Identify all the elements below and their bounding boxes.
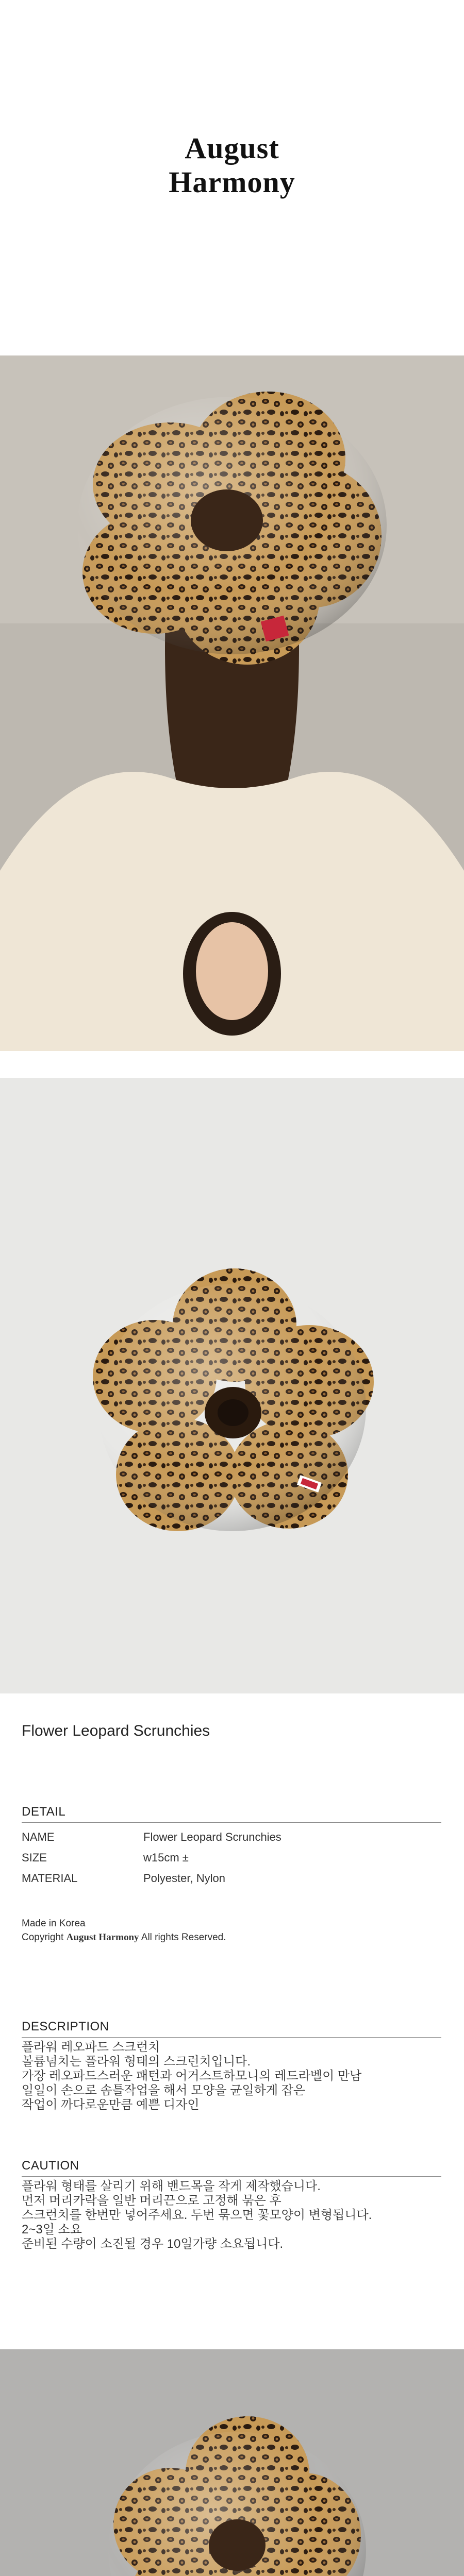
- description-line: 가장 레오파드스러운 패턴과 어거스트하모니의 레드라벨이 만남: [22, 2069, 362, 2083]
- caution-text: [22, 2179, 444, 2251]
- caution-heading: CAUTION: [22, 2159, 79, 2173]
- made-in: Made in Korea: [22, 1918, 86, 1929]
- detail-row-name: [22, 1831, 281, 1844]
- photo-product-flat: [0, 1078, 464, 1693]
- detail-row-material: [22, 1872, 225, 1885]
- copyright-prefix: Copyright: [22, 1932, 64, 1943]
- brand-logo-line1: August: [185, 131, 279, 165]
- detail-row-size: [22, 1851, 189, 1865]
- caution-line: 플라워 형태를 살리기 위해 밴드목을 작게 제작했습니다.: [22, 2179, 321, 2193]
- photo-model-cutout-back: [0, 2349, 464, 2576]
- detail-key: SIZE: [22, 1851, 47, 1864]
- description-heading: DESCRIPTION: [22, 2020, 109, 2033]
- detail-divider: [22, 1822, 441, 1823]
- copyright-brand: August Harmony: [66, 1932, 139, 1943]
- caution-line: 먼저 머리카락을 일반 머리끈으로 고정해 묶은 후: [22, 2194, 281, 2208]
- detail-key: NAME: [22, 1831, 55, 1843]
- detail-key: MATERIAL: [22, 1872, 78, 1885]
- description-line: 볼륨넘치는 플라워 형태의 스크런치입니다.: [22, 2055, 251, 2069]
- description-line: 플라워 레오파드 스크런치: [22, 2040, 160, 2054]
- brand-logo: [0, 131, 464, 199]
- caution-line: 스크런치를 한번만 넣어주세요. 두번 묶으면 꽃모양이 변형됩니다.: [22, 2208, 372, 2222]
- copyright: [22, 1930, 226, 1944]
- caution-line: 준비된 수량이 소진될 경우 10일가량 소요됩니다.: [22, 2237, 284, 2251]
- description-line: 일일이 손으로 솜틀작업을 해서 모양을 균일하게 잡은: [22, 2083, 306, 2097]
- description-line: 작업이 까다로운만큼 예쁜 디자인: [22, 2098, 200, 2112]
- detail-value: Flower Leopard Scrunchies: [143, 1831, 281, 1843]
- brand-logo-line2: Harmony: [169, 165, 295, 199]
- detail-value: w15cm ±: [143, 1851, 189, 1864]
- caution-line: 2~3일 소요: [22, 2223, 82, 2236]
- photo-model-back-cream-sweater: [0, 355, 464, 1051]
- description-divider: [22, 2037, 441, 2038]
- detail-value: Polyester, Nylon: [143, 1872, 225, 1885]
- caution-divider: [22, 2176, 441, 2177]
- product-title: Flower Leopard Scrunchies: [22, 1722, 210, 1739]
- description-text: [22, 2040, 444, 2112]
- detail-heading: DETAIL: [22, 1805, 66, 1819]
- copyright-suffix: All rights Reserved.: [141, 1932, 226, 1943]
